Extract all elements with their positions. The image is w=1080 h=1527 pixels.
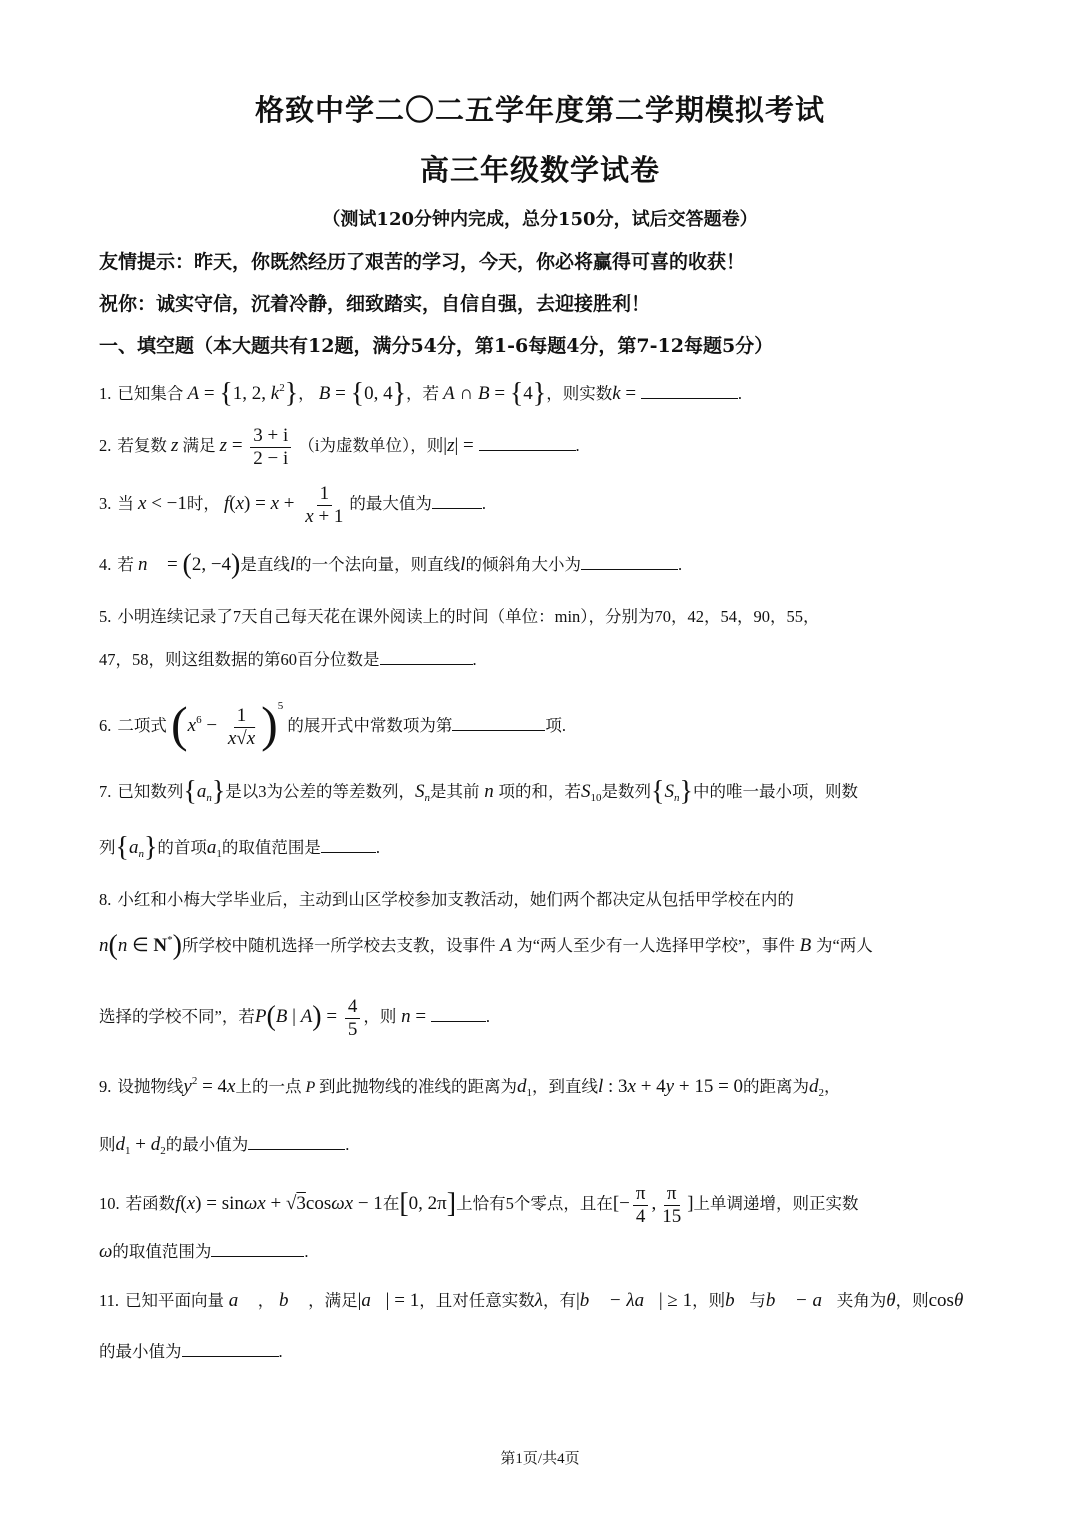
question-text: . xyxy=(485,1007,490,1027)
question-text: 项. xyxy=(545,716,567,735)
answer-blank[interactable] xyxy=(321,838,376,853)
question-text: . xyxy=(481,494,487,514)
math-expr: x xyxy=(187,715,197,736)
math-fraction xyxy=(250,425,291,470)
math-expr: + 4 xyxy=(635,1076,666,1097)
math-set-b: B xyxy=(318,383,331,404)
question-text: （i为虚数单位），则 xyxy=(298,436,444,456)
math-expr: + √3cos xyxy=(265,1193,332,1215)
question-text: ，则实数 xyxy=(546,384,613,403)
math-expr: b⃗ xyxy=(725,1290,750,1311)
answer-blank[interactable] xyxy=(452,716,545,731)
question-text: 上恰有5个零点，且在 xyxy=(456,1194,613,1214)
math-expr: | xyxy=(357,1290,362,1311)
math-bracket: ] xyxy=(446,1188,457,1220)
exam-subtitle: 高三年级数学试卷 xyxy=(419,153,660,187)
math-expr: d xyxy=(516,1076,527,1097)
question-11 xyxy=(99,1287,963,1312)
math-expr: [− xyxy=(612,1193,630,1215)
math-var: l xyxy=(460,554,466,575)
question-text: 的取值范围为 xyxy=(112,1242,212,1261)
question-9-line2 xyxy=(99,1131,349,1157)
question-text: 已知集合 xyxy=(117,384,184,403)
question-text: 二项式 xyxy=(117,716,167,735)
question-7-line2 xyxy=(99,832,380,864)
math-expr: f xyxy=(175,1193,181,1215)
math-fraction xyxy=(302,483,346,528)
math-expr: | = xyxy=(454,435,479,457)
math-subscript: 2 xyxy=(160,1145,166,1157)
question-text: ， xyxy=(257,1291,275,1310)
math-var: A xyxy=(495,935,517,956)
fraction-denominator: x + 1 xyxy=(305,505,344,527)
math-expr: 0, 4 xyxy=(364,383,393,404)
math-expr: cos xyxy=(928,1290,954,1311)
math-expr: y xyxy=(183,1076,192,1097)
math-fraction xyxy=(345,996,361,1041)
math-expr: x xyxy=(270,493,280,515)
question-text: ，若 xyxy=(406,384,440,403)
section-heading: 一、填空题（本大题共有12题，满分54分，第1-6每题4分，第7-12每题5分） xyxy=(99,335,774,357)
question-text: 是直线 xyxy=(240,555,290,574)
question-number: 3. xyxy=(99,494,112,514)
fraction-denominator: 5 xyxy=(347,1018,358,1040)
math-expr: N xyxy=(153,935,168,956)
question-text: 若复数 xyxy=(117,436,167,456)
question-text: 项的和，若 xyxy=(498,782,582,801)
answer-blank[interactable] xyxy=(248,1135,345,1150)
math-expr: | xyxy=(575,1290,580,1311)
question-number: 4. xyxy=(99,555,112,574)
answer-blank[interactable] xyxy=(380,650,473,665)
math-fraction xyxy=(225,705,258,750)
math-var: n xyxy=(117,935,128,956)
math-brace: { xyxy=(350,378,365,409)
answer-blank[interactable] xyxy=(211,1242,304,1257)
math-var: B xyxy=(794,935,816,956)
math-var: ω xyxy=(99,1241,113,1262)
question-number: 9. xyxy=(99,1077,112,1096)
question-text: 的最大值为 xyxy=(349,494,432,514)
math-expr: ωx xyxy=(243,1193,266,1215)
answer-blank[interactable] xyxy=(432,494,482,509)
math-var: z xyxy=(219,435,228,457)
math-var: n xyxy=(99,935,109,956)
math-subscript: n xyxy=(206,792,212,804)
math-expr: S xyxy=(664,781,674,802)
answer-blank[interactable] xyxy=(641,384,738,399)
math-expr: − 1 xyxy=(353,1193,383,1215)
question-10-line2 xyxy=(99,1238,309,1263)
math-expr: : 3 xyxy=(603,1076,628,1097)
question-text: 中的唯一最小项，则数 xyxy=(692,782,858,801)
math-paren: ) xyxy=(312,1001,322,1033)
math-var: λ xyxy=(534,1290,543,1311)
math-expr: | xyxy=(443,435,448,457)
question-1 xyxy=(99,378,742,410)
math-expr: y xyxy=(665,1076,675,1097)
math-brace: { xyxy=(219,378,233,409)
math-expr: = xyxy=(162,554,183,575)
math-expr: B xyxy=(275,1006,288,1028)
question-number: 8. xyxy=(99,890,112,909)
math-paren: ) xyxy=(231,549,241,580)
question-text: 已知平面向量 xyxy=(125,1291,225,1310)
math-expr: ωx xyxy=(331,1193,354,1215)
answer-blank[interactable] xyxy=(431,1007,486,1022)
math-expr: b⃗ − λa⃗ xyxy=(579,1290,659,1311)
question-text: 47，58，则这组数据的第60百分位数是 xyxy=(99,650,380,669)
question-number: 7. xyxy=(99,782,112,801)
question-text: 与 xyxy=(749,1291,766,1310)
question-text: 若函数 xyxy=(125,1194,176,1214)
question-2 xyxy=(99,425,580,470)
fraction-denominator: 4 xyxy=(635,1205,646,1227)
math-expr: b⃗ − a⃗ xyxy=(765,1290,837,1311)
math-var: θ xyxy=(886,1290,896,1311)
question-text: 在 xyxy=(382,1194,400,1214)
question-text: ， xyxy=(298,384,315,403)
question-5 xyxy=(99,603,820,627)
question-text: 是以3为公差的等差数列， xyxy=(225,782,416,801)
question-text: ，到直线 xyxy=(531,1077,598,1096)
math-expr: = 4 xyxy=(197,1076,228,1097)
math-expr: | = 1 xyxy=(385,1290,420,1311)
math-paren: ( xyxy=(108,930,118,961)
question-4 xyxy=(99,549,682,581)
math-expr: a⃗ xyxy=(361,1290,386,1311)
question-text: 满足 xyxy=(182,436,216,456)
math-brace: { xyxy=(115,832,129,863)
math-var: z xyxy=(171,435,179,457)
question-8 xyxy=(99,886,794,910)
question-text: 已知数列 xyxy=(117,782,184,801)
question-text: ，有 xyxy=(542,1291,576,1310)
math-expr: f xyxy=(224,493,230,515)
question-text: 的展开式中常数项为第 xyxy=(287,716,453,735)
fraction-denominator: x√x xyxy=(227,727,256,749)
fraction-numerator: 3 + i xyxy=(250,425,291,448)
math-expr: P xyxy=(254,1006,267,1028)
question-6 xyxy=(99,695,566,753)
math-expr: x xyxy=(235,493,245,515)
fraction-denominator: 2 − i xyxy=(253,447,289,469)
math-expr: 4 xyxy=(523,383,533,404)
math-subscript: n xyxy=(138,848,144,860)
question-text: 的取值范围是 xyxy=(221,838,321,857)
math-var: n xyxy=(396,1006,416,1028)
exam-title: 格致中学二〇二五学年度第二学期模拟考试 xyxy=(254,93,825,127)
question-8-line3 xyxy=(99,996,490,1041)
math-paren: ( xyxy=(171,696,188,752)
math-expr: l xyxy=(597,1076,604,1097)
math-subscript: 1 xyxy=(526,1087,532,1099)
math-expr: B xyxy=(478,383,490,404)
math-var: z xyxy=(447,435,455,457)
math-expr: = xyxy=(415,1006,431,1028)
question-text: 为“两人 xyxy=(815,936,873,955)
question-5-line2 xyxy=(99,646,477,670)
math-brace: } xyxy=(211,776,226,807)
math-expr: ∩ xyxy=(454,383,478,404)
question-text: 小明连续记录了7天自己每天花在课外阅读上的时间（单位：min），分别为70，42，54，90，55， xyxy=(117,607,820,626)
math-exponent: 2 xyxy=(279,382,285,394)
question-text: 若 xyxy=(117,555,134,574)
math-expr: − xyxy=(201,715,222,736)
question-number: 1. xyxy=(99,384,112,403)
fraction-numerator: 4 xyxy=(345,996,361,1019)
fraction-denominator: 15 xyxy=(662,1205,682,1227)
math-subscript: 2 xyxy=(818,1087,825,1099)
question-9 xyxy=(99,1073,841,1099)
math-expr: d xyxy=(809,1076,819,1097)
fraction-numerator: 1 xyxy=(234,705,250,728)
exam-note: （测试120分钟内完成，总分150分，试后交答题卷） xyxy=(322,209,758,230)
math-var: θ xyxy=(953,1290,964,1311)
question-number: 6. xyxy=(99,716,112,735)
math-expr: , xyxy=(651,1193,657,1215)
math-expr: x xyxy=(186,1193,196,1215)
math-expr: a xyxy=(206,837,217,858)
fraction-numerator: 1 xyxy=(317,483,333,506)
math-expr: = xyxy=(489,383,510,404)
math-expr: = xyxy=(199,383,220,404)
math-expr: 2, −4 xyxy=(191,554,232,575)
math-expr: d xyxy=(150,1134,161,1155)
question-text: 是其前 xyxy=(430,782,480,801)
question-text: ，则 xyxy=(363,1007,397,1027)
question-text: . xyxy=(278,1342,283,1361)
question-text: . xyxy=(737,384,743,403)
math-paren: ) xyxy=(261,696,278,752)
question-text: . xyxy=(345,1135,350,1154)
math-var: x xyxy=(138,493,147,515)
question-text: 选择的学校不同”，若 xyxy=(99,1007,255,1027)
math-vector-b: b⃗ xyxy=(274,1290,309,1311)
math-expr: ∈ xyxy=(127,935,154,956)
question-text: 小红和小梅大学毕业后，主动到山区学校参加支教活动，她们两个都决定从包括甲学校在内的 xyxy=(117,890,794,909)
question-text: 所学校中随机选择一所学校去支教，设事件 xyxy=(181,936,496,955)
question-text: 到此抛物线的准线的距离为 xyxy=(318,1077,517,1096)
math-exponent: 5 xyxy=(277,700,284,712)
math-bracket: [ xyxy=(399,1188,409,1220)
math-subscript: 1 xyxy=(216,848,222,860)
question-text: ，且对任意实数 xyxy=(419,1291,535,1310)
math-subscript: 10 xyxy=(590,792,602,804)
math-brace: } xyxy=(143,832,158,863)
math-expr: a xyxy=(128,837,139,858)
question-text: . xyxy=(575,436,580,456)
math-fraction xyxy=(633,1183,649,1228)
question-text: . xyxy=(304,1242,309,1261)
math-expr: d xyxy=(115,1134,125,1155)
math-subscript: 1 xyxy=(125,1145,131,1157)
question-text: 列 xyxy=(99,838,116,857)
math-expr: = xyxy=(330,383,351,404)
math-exponent: * xyxy=(167,934,173,946)
question-text: ， xyxy=(824,1077,841,1096)
question-text: ，则 xyxy=(895,1291,929,1310)
math-fraction xyxy=(659,1183,684,1228)
math-expr: 0, 2π xyxy=(408,1193,447,1215)
question-8-line2 xyxy=(99,930,873,962)
math-expr: A xyxy=(300,1006,313,1028)
question-7 xyxy=(99,776,858,808)
question-text: . xyxy=(472,650,477,669)
question-text: 的首项 xyxy=(157,838,207,857)
math-subscript: n xyxy=(424,792,431,804)
question-number: 2. xyxy=(99,436,112,456)
question-number: 11. xyxy=(99,1291,120,1310)
question-text: 设抛物线 xyxy=(117,1077,184,1096)
question-text: . xyxy=(375,838,381,857)
wish-line: 祝你：诚实守信，沉着冷静，细致踏实，自信自强，去迎接胜利！ xyxy=(99,293,651,315)
question-text: 时， xyxy=(186,494,220,514)
page-footer: 第1页/共4页 xyxy=(500,1451,580,1467)
question-text: 上单调递增，则正实数 xyxy=(693,1194,859,1214)
question-text: 为“两人至少有一人选择甲学校”，事件 xyxy=(516,936,795,955)
question-text: 的最小值为 xyxy=(165,1135,249,1154)
math-expr: x xyxy=(227,1076,236,1097)
question-number: 10. xyxy=(99,1194,120,1214)
question-text: 夹角为 xyxy=(836,1291,887,1310)
question-text: 的最小值为 xyxy=(99,1342,182,1361)
math-expr: ( xyxy=(229,493,236,515)
math-expr: ) = xyxy=(244,493,271,515)
math-paren: ) xyxy=(172,930,182,961)
fraction-numerator: π xyxy=(633,1183,649,1206)
fraction-numerator: π xyxy=(664,1183,680,1206)
math-vector-a: a⃗ xyxy=(224,1290,258,1311)
math-exponent: 6 xyxy=(196,714,202,726)
question-text: . xyxy=(677,555,683,574)
math-var: l xyxy=(289,554,296,575)
math-expr: ] xyxy=(687,1193,694,1215)
math-brace: { xyxy=(651,776,665,807)
question-text: 的倾斜角大小为 xyxy=(465,555,581,574)
math-brace: } xyxy=(679,776,693,807)
math-set-a: A xyxy=(187,383,200,404)
math-brace: { xyxy=(183,776,197,807)
math-expr: k xyxy=(270,383,280,404)
math-var: k xyxy=(612,383,621,404)
math-expr: + xyxy=(130,1134,151,1155)
question-10 xyxy=(99,1183,859,1228)
math-var: n xyxy=(479,781,499,802)
question-3 xyxy=(99,483,486,528)
math-expr: = xyxy=(227,435,248,457)
math-expr: | ≥ 1 xyxy=(658,1290,693,1311)
math-expr: S xyxy=(415,781,425,802)
math-expr: x xyxy=(627,1076,636,1097)
question-text: 则 xyxy=(99,1135,116,1154)
math-expr: ) = sin xyxy=(195,1193,244,1215)
math-brace: { xyxy=(509,378,524,409)
math-subscript: n xyxy=(673,792,680,804)
question-text: ，满足 xyxy=(308,1291,358,1310)
question-text: 的距离为 xyxy=(743,1077,810,1096)
math-expr: 1, 2, xyxy=(232,383,271,404)
question-text: 是数列 xyxy=(601,782,652,801)
question-text: 的一个法向量，则直线 xyxy=(295,555,461,574)
friendly-tip: 友情提示：昨天，你既然经历了艰苦的学习，今天，你必将赢得可喜的收获！ xyxy=(99,251,746,273)
answer-blank[interactable] xyxy=(182,1342,279,1357)
math-expr: = xyxy=(321,1006,342,1028)
math-expr: + xyxy=(279,493,300,515)
answer-blank[interactable] xyxy=(479,436,576,451)
math-expr: a xyxy=(196,781,207,802)
math-vector-n: n⃗ xyxy=(138,554,163,575)
math-exponent: 2 xyxy=(191,1075,198,1087)
question-text: 上的一点 xyxy=(235,1077,302,1096)
math-expr: < −1 xyxy=(146,493,187,515)
math-expr: ( xyxy=(180,1193,187,1215)
math-expr: A xyxy=(443,383,455,404)
question-text: 当 xyxy=(117,494,134,514)
question-11-line2 xyxy=(99,1338,283,1362)
answer-blank[interactable] xyxy=(581,555,678,570)
math-expr: S xyxy=(581,781,591,802)
math-paren: ( xyxy=(182,549,192,580)
math-expr: = xyxy=(620,383,641,404)
math-paren: ( xyxy=(266,1001,276,1033)
math-brace: } xyxy=(392,378,407,409)
math-expr: + 15 = 0 xyxy=(674,1076,744,1097)
math-brace: } xyxy=(532,378,547,409)
question-text: ，则 xyxy=(692,1291,726,1310)
question-number: 5. xyxy=(99,607,112,626)
math-var: P xyxy=(301,1079,319,1096)
math-expr: | xyxy=(287,1006,301,1028)
math-brace: } xyxy=(284,378,299,409)
